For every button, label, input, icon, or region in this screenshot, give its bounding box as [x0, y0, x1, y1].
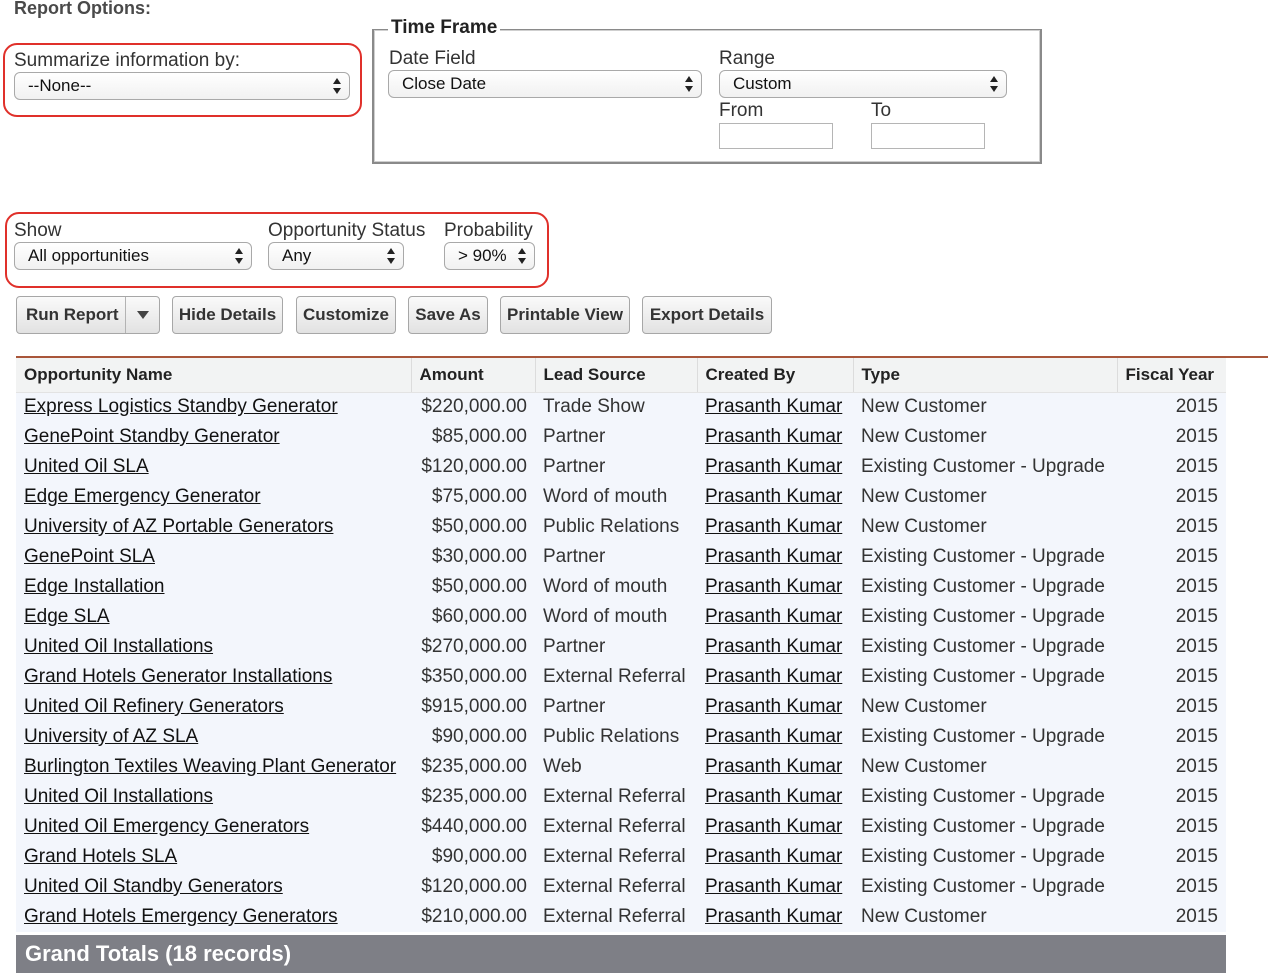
column-header-type[interactable]: Type [853, 358, 1117, 392]
lead-source-cell: Word of mouth [543, 606, 668, 627]
amount-column-cell [411, 392, 535, 422]
fiscal-year-cell: 2015 [1175, 756, 1218, 777]
type-column-cell [853, 422, 1117, 452]
opportunity-name-link[interactable]: Edge SLA [24, 606, 110, 627]
link-column-cell [16, 902, 411, 932]
lead-column-cell [535, 872, 697, 902]
year-column-cell [1117, 842, 1226, 872]
fiscal-year-cell: 2015 [1175, 666, 1218, 687]
table-row [16, 872, 1226, 902]
year-column-cell [1117, 872, 1226, 902]
type-column-cell [853, 662, 1117, 692]
lead-source-cell: Partner [543, 426, 606, 447]
select-arrows-icon [386, 246, 396, 266]
amount-column-cell [411, 812, 535, 842]
type-cell: New Customer [861, 516, 987, 537]
lead-source-cell: Partner [543, 636, 606, 657]
amount-cell: $90,000.00 [431, 846, 527, 867]
year-column-cell [1117, 662, 1226, 692]
amount-cell: $220,000.00 [421, 396, 527, 418]
summarize-select-value: --None-- [28, 76, 92, 95]
link-column-cell [16, 572, 411, 602]
type-column-cell [853, 872, 1117, 902]
amount-cell: $30,000.00 [431, 546, 527, 567]
created-by-link[interactable]: Prasanth Kumar [705, 906, 843, 927]
amount-column-cell [411, 572, 535, 602]
type-cell: Existing Customer - Upgrade [861, 846, 1105, 867]
select-arrows-icon [517, 246, 527, 266]
opportunity-name-link[interactable]: United Oil SLA [24, 456, 149, 477]
from-date-input[interactable] [719, 123, 833, 149]
type-column-cell [853, 722, 1117, 752]
probability-label: Probability [444, 220, 533, 241]
type-cell: Existing Customer - Upgrade [861, 576, 1105, 597]
opportunity-name-link[interactable]: University of AZ SLA [24, 726, 199, 747]
table-row [16, 752, 1226, 782]
table-row [16, 422, 1226, 452]
amount-column-cell [411, 692, 535, 722]
lead-source-cell: External Referral [543, 816, 686, 837]
lead-column-cell [535, 842, 697, 872]
table-header-row [16, 358, 1226, 392]
created-by-link[interactable]: Prasanth Kumar [705, 846, 843, 867]
type-column-cell [853, 602, 1117, 632]
year-column-cell [1117, 692, 1226, 722]
created-by-link[interactable]: Prasanth Kumar [705, 456, 843, 477]
year-column-cell [1117, 512, 1226, 542]
opportunity-name-link[interactable]: United Oil Standby Generators [24, 876, 283, 897]
show-select[interactable] [14, 242, 252, 270]
type-column-cell [853, 902, 1117, 932]
run-report-button[interactable] [16, 296, 160, 334]
opportunity-name-link[interactable]: United Oil Refinery Generators [24, 696, 284, 717]
year-column-cell [1117, 602, 1226, 632]
type-cell: Existing Customer - Upgrade [861, 726, 1105, 747]
date-field-select[interactable] [388, 70, 702, 98]
lead-column-cell [535, 422, 697, 452]
creator-column-cell [697, 662, 853, 692]
lead-source-cell: Public Relations [543, 516, 680, 537]
created-by-link[interactable]: Prasanth Kumar [705, 786, 843, 807]
lead-column-cell [535, 812, 697, 842]
lead-column-cell [535, 512, 697, 542]
printable-view-button[interactable]: Printable View [500, 296, 630, 334]
creator-column-cell [697, 422, 853, 452]
lead-source-cell: Partner [543, 546, 606, 567]
amount-cell: $50,000.00 [431, 576, 527, 597]
range-select-value: Custom [733, 74, 792, 93]
type-cell: New Customer [861, 756, 987, 777]
link-column-cell [16, 392, 411, 422]
table-row [16, 662, 1226, 692]
year-column-cell [1117, 782, 1226, 812]
creator-column-cell [697, 572, 853, 602]
type-cell: Existing Customer - Upgrade [861, 816, 1105, 837]
opportunity-name-link[interactable]: United Oil Installations [24, 786, 214, 807]
lead-source-cell: Word of mouth [543, 576, 668, 597]
creator-column-cell [697, 542, 853, 572]
lead-column-cell [535, 632, 697, 662]
fiscal-year-cell: 2015 [1175, 456, 1218, 477]
year-column-cell [1117, 392, 1226, 422]
creator-column-cell [697, 512, 853, 542]
link-column-cell [16, 872, 411, 902]
report-options-title: Report Options: [14, 0, 151, 18]
table-row [16, 782, 1226, 812]
column-header-lead-source[interactable]: Lead Source [535, 358, 697, 392]
fiscal-year-cell: 2015 [1175, 696, 1218, 717]
created-by-link[interactable]: Prasanth Kumar [705, 606, 843, 627]
link-column-cell [16, 542, 411, 572]
lead-source-cell: Word of mouth [543, 486, 668, 507]
amount-cell: $90,000.00 [431, 726, 527, 747]
column-header-opportunity-name[interactable]: Opportunity Name [16, 358, 411, 392]
opportunity-name-link[interactable]: Burlington Textiles Weaving Plant Generator [24, 756, 397, 777]
year-column-cell [1117, 452, 1226, 482]
from-label: From [719, 100, 764, 121]
date-field-label: Date Field [389, 48, 476, 69]
creator-column-cell [697, 392, 853, 422]
created-by-link[interactable]: Prasanth Kumar [705, 666, 843, 687]
type-column-cell [853, 632, 1117, 662]
creator-column-cell [697, 872, 853, 902]
creator-column-cell [697, 452, 853, 482]
table-row [16, 812, 1226, 842]
table-row [16, 452, 1226, 482]
link-column-cell [16, 632, 411, 662]
created-by-link[interactable]: Prasanth Kumar [705, 726, 843, 747]
type-cell: Existing Customer - Upgrade [861, 456, 1105, 477]
opportunity-name-link[interactable]: Grand Hotels Emergency Generators [24, 906, 338, 927]
to-label: To [871, 100, 892, 121]
amount-cell: $915,000.00 [421, 696, 527, 717]
opportunity-name-link[interactable]: Edge Installation [24, 576, 165, 597]
fiscal-year-cell: 2015 [1175, 546, 1218, 567]
amount-cell: $440,000.00 [421, 816, 527, 837]
type-column-cell [853, 452, 1117, 482]
fiscal-year-cell: 2015 [1175, 906, 1218, 927]
export-details-button[interactable]: Export Details [642, 296, 772, 334]
type-cell: New Customer [861, 486, 987, 507]
type-column-cell [853, 512, 1117, 542]
table-row [16, 392, 1226, 422]
table-row [16, 632, 1226, 662]
type-column-cell [853, 392, 1117, 422]
type-cell: Existing Customer - Upgrade [861, 606, 1105, 627]
type-column-cell [853, 572, 1117, 602]
lead-column-cell [535, 662, 697, 692]
fiscal-year-cell: 2015 [1175, 846, 1218, 867]
opportunity-name-link[interactable]: GenePoint SLA [24, 546, 155, 567]
fiscal-year-cell: 2015 [1175, 636, 1218, 657]
customize-button[interactable]: Customize [296, 296, 396, 334]
lead-column-cell [535, 902, 697, 932]
fiscal-year-cell: 2015 [1175, 396, 1218, 418]
type-cell: Existing Customer - Upgrade [861, 786, 1105, 807]
lead-source-cell: Partner [543, 696, 606, 717]
fiscal-year-cell: 2015 [1175, 426, 1218, 447]
creator-column-cell [697, 752, 853, 782]
amount-column-cell [411, 902, 535, 932]
created-by-link[interactable]: Prasanth Kumar [705, 486, 843, 507]
lead-column-cell [535, 692, 697, 722]
fiscal-year-cell: 2015 [1175, 486, 1218, 507]
amount-cell: $85,000.00 [431, 426, 527, 447]
created-by-link[interactable]: Prasanth Kumar [705, 876, 843, 897]
lead-source-cell: External Referral [543, 786, 686, 807]
creator-column-cell [697, 842, 853, 872]
link-column-cell [16, 812, 411, 842]
date-field-select-value: Close Date [402, 74, 487, 93]
opportunity-name-link[interactable]: GenePoint Standby Generator [24, 426, 280, 447]
created-by-link[interactable]: Prasanth Kumar [705, 696, 843, 717]
year-column-cell [1117, 902, 1226, 932]
run-report-label: Run Report [26, 305, 119, 324]
range-select[interactable] [719, 70, 1007, 98]
type-cell: New Customer [861, 396, 987, 418]
created-by-link[interactable]: Prasanth Kumar [705, 546, 843, 567]
amount-cell: $350,000.00 [421, 666, 527, 687]
link-column-cell [16, 722, 411, 752]
fiscal-year-cell: 2015 [1175, 606, 1218, 627]
amount-column-cell [411, 452, 535, 482]
column-header-created-by[interactable]: Created By [697, 358, 853, 392]
creator-column-cell [697, 632, 853, 662]
lead-column-cell [535, 602, 697, 632]
link-column-cell [16, 452, 411, 482]
amount-cell: $270,000.00 [421, 636, 527, 657]
amount-column-cell [411, 662, 535, 692]
year-column-cell [1117, 632, 1226, 662]
link-column-cell [16, 422, 411, 452]
link-column-cell [16, 512, 411, 542]
amount-cell: $75,000.00 [431, 486, 527, 507]
lead-column-cell [535, 482, 697, 512]
lead-source-cell: Web [543, 756, 582, 777]
select-arrows-icon [234, 246, 244, 266]
amount-cell: $120,000.00 [421, 876, 527, 897]
amount-column-cell [411, 842, 535, 872]
link-column-cell [16, 482, 411, 512]
type-cell: New Customer [861, 696, 987, 717]
opportunity-name-link[interactable]: Grand Hotels Generator Installations [24, 666, 333, 687]
year-column-cell [1117, 482, 1226, 512]
opportunity-status-select[interactable] [268, 242, 404, 270]
opportunity-status-label: Opportunity Status [268, 220, 426, 241]
creator-column-cell [697, 782, 853, 812]
opportunity-status-select-value: Any [282, 246, 312, 265]
opportunity-name-link[interactable]: University of AZ Portable Generators [24, 516, 334, 537]
table-row [16, 512, 1226, 542]
year-column-cell [1117, 542, 1226, 572]
amount-column-cell [411, 632, 535, 662]
amount-column-cell [411, 542, 535, 572]
lead-source-cell: External Referral [543, 846, 686, 867]
type-column-cell [853, 812, 1117, 842]
amount-cell: $235,000.00 [421, 786, 527, 807]
year-column-cell [1117, 422, 1226, 452]
lead-column-cell [535, 572, 697, 602]
creator-column-cell [697, 902, 853, 932]
amount-cell: $60,000.00 [431, 606, 527, 627]
summarize-select[interactable] [14, 72, 350, 100]
created-by-link[interactable]: Prasanth Kumar [705, 396, 843, 418]
link-column-cell [16, 842, 411, 872]
fiscal-year-cell: 2015 [1175, 816, 1218, 837]
created-by-link[interactable]: Prasanth Kumar [705, 816, 843, 837]
year-column-cell [1117, 752, 1226, 782]
fiscal-year-cell: 2015 [1175, 576, 1218, 597]
link-column-cell [16, 602, 411, 632]
type-cell: New Customer [861, 906, 987, 927]
lead-column-cell [535, 752, 697, 782]
type-column-cell [853, 782, 1117, 812]
created-by-link[interactable]: Prasanth Kumar [705, 636, 843, 657]
amount-column-cell [411, 722, 535, 752]
table-row [16, 692, 1226, 722]
to-date-input[interactable] [871, 123, 985, 149]
created-by-link[interactable]: Prasanth Kumar [705, 426, 843, 447]
table-row [16, 902, 1226, 932]
table-row [16, 722, 1226, 752]
created-by-link[interactable]: Prasanth Kumar [705, 516, 843, 537]
year-column-cell [1117, 812, 1226, 842]
run-report-dropdown-toggle[interactable] [125, 297, 159, 333]
grand-totals-row: Grand Totals (18 records) [16, 935, 1226, 973]
table-row [16, 842, 1226, 872]
amount-column-cell [411, 782, 535, 812]
creator-column-cell [697, 692, 853, 722]
year-column-cell [1117, 572, 1226, 602]
time-frame-legend: Time Frame [388, 17, 500, 39]
probability-select[interactable] [444, 242, 535, 270]
creator-column-cell [697, 722, 853, 752]
lead-source-cell: External Referral [543, 666, 686, 687]
opportunity-name-link[interactable]: United Oil Emergency Generators [24, 816, 310, 837]
fiscal-year-cell: 2015 [1175, 876, 1218, 897]
type-cell: Existing Customer - Upgrade [861, 666, 1105, 687]
type-column-cell [853, 842, 1117, 872]
type-cell: Existing Customer - Upgrade [861, 876, 1105, 897]
lead-column-cell [535, 722, 697, 752]
link-column-cell [16, 692, 411, 722]
opportunity-name-link[interactable]: Express Logistics Standby Generator [24, 396, 338, 418]
hide-details-button[interactable]: Hide Details [172, 296, 283, 334]
fiscal-year-cell: 2015 [1175, 786, 1218, 807]
table-row [16, 482, 1226, 512]
lead-column-cell [535, 392, 697, 422]
amount-column-cell [411, 602, 535, 632]
type-cell: Existing Customer - Upgrade [861, 636, 1105, 657]
link-column-cell [16, 752, 411, 782]
table-row [16, 542, 1226, 572]
column-header-fiscal-year[interactable]: Fiscal Year [1117, 358, 1226, 392]
summarize-label: Summarize information by: [14, 50, 240, 71]
created-by-link[interactable]: Prasanth Kumar [705, 576, 843, 597]
opportunity-name-link[interactable]: United Oil Installations [24, 636, 214, 657]
opportunity-name-link[interactable]: Grand Hotels SLA [24, 846, 178, 867]
type-column-cell [853, 482, 1117, 512]
lead-column-cell [535, 782, 697, 812]
lead-source-cell: Public Relations [543, 726, 680, 747]
range-label: Range [719, 48, 775, 69]
table-row [16, 572, 1226, 602]
amount-cell: $210,000.00 [421, 906, 527, 927]
select-arrows-icon [332, 76, 342, 96]
link-column-cell [16, 782, 411, 812]
amount-column-cell [411, 752, 535, 782]
show-select-value: All opportunities [28, 246, 149, 265]
opportunity-name-link[interactable]: Edge Emergency Generator [24, 486, 261, 507]
amount-column-cell [411, 872, 535, 902]
created-by-link[interactable]: Prasanth Kumar [705, 756, 843, 777]
lead-source-cell: Trade Show [543, 396, 645, 418]
type-column-cell [853, 542, 1117, 572]
fiscal-year-cell: 2015 [1175, 726, 1218, 747]
amount-column-cell [411, 422, 535, 452]
fiscal-year-cell: 2015 [1175, 516, 1218, 537]
amount-cell: $120,000.00 [421, 456, 527, 477]
creator-column-cell [697, 602, 853, 632]
amount-cell: $235,000.00 [421, 756, 527, 777]
creator-column-cell [697, 482, 853, 512]
amount-column-cell [411, 512, 535, 542]
type-cell: New Customer [861, 426, 987, 447]
save-as-button[interactable]: Save As [408, 296, 488, 334]
probability-select-value: > 90% [458, 246, 507, 265]
lead-column-cell [535, 542, 697, 572]
table-row [16, 602, 1226, 632]
type-cell: Existing Customer - Upgrade [861, 546, 1105, 567]
link-column-cell [16, 662, 411, 692]
caret-down-icon [137, 311, 149, 319]
type-column-cell [853, 752, 1117, 782]
type-column-cell [853, 692, 1117, 722]
creator-column-cell [697, 812, 853, 842]
lead-column-cell [535, 452, 697, 482]
lead-source-cell: Partner [543, 456, 606, 477]
lead-source-cell: External Referral [543, 876, 686, 897]
select-arrows-icon [989, 74, 999, 94]
column-header-amount[interactable]: Amount [411, 358, 535, 392]
lead-source-cell: External Referral [543, 906, 686, 927]
year-column-cell [1117, 722, 1226, 752]
show-label: Show [14, 220, 62, 241]
select-arrows-icon [684, 74, 694, 94]
amount-cell: $50,000.00 [431, 516, 527, 537]
amount-column-cell [411, 482, 535, 512]
report-table [16, 358, 1226, 932]
